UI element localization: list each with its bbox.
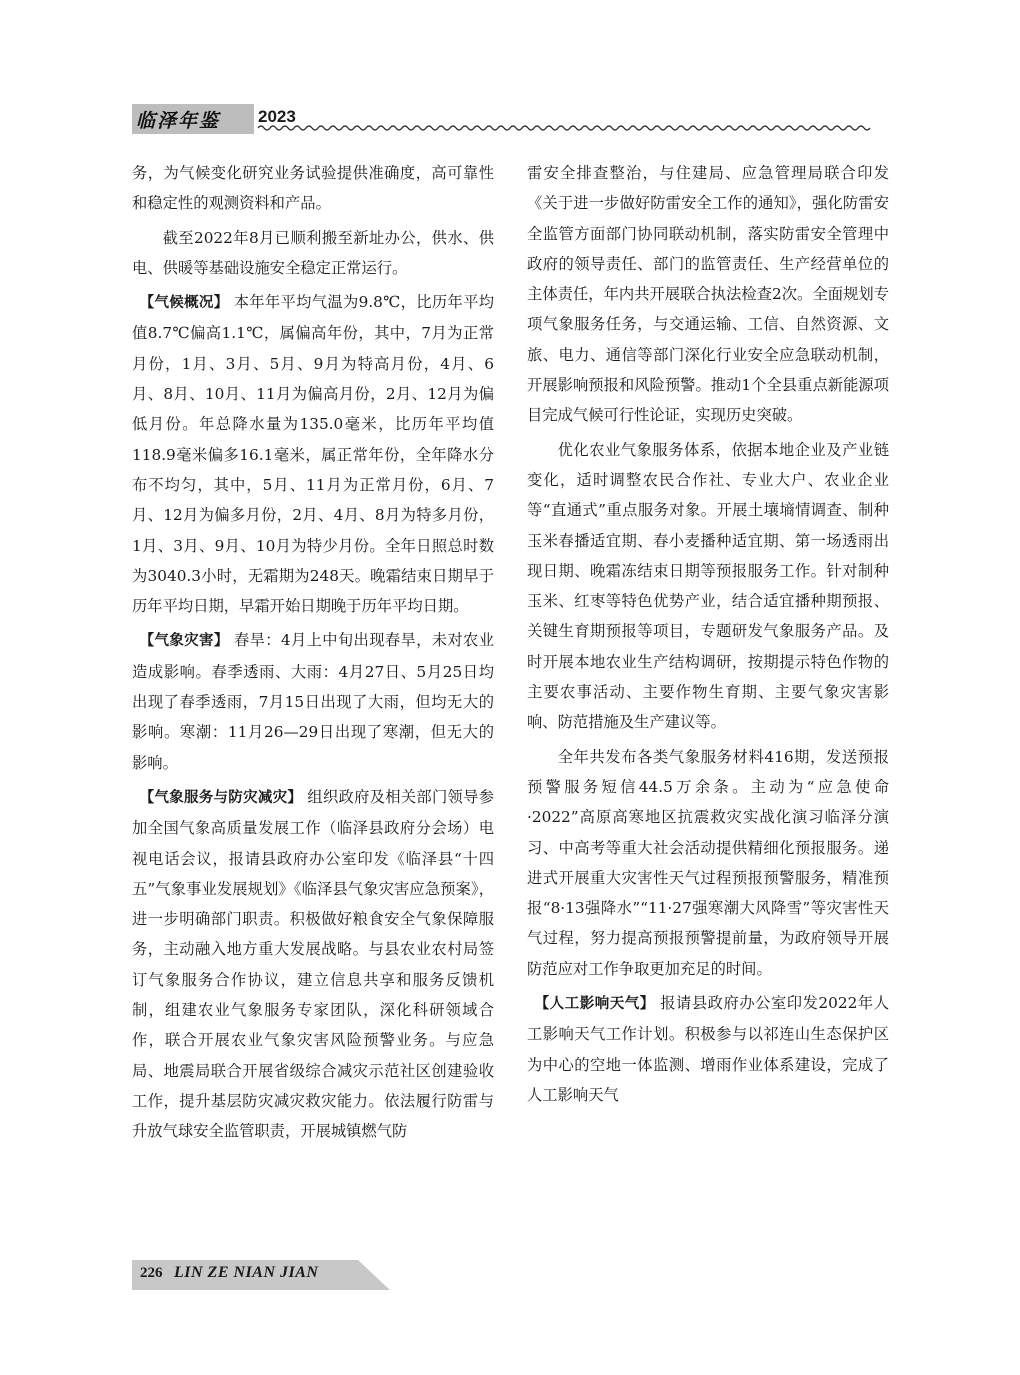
agriculture-service-paragraph: 优化农业气象服务体系，依据本地企业及产业链变化，适时调整农民合作社、专业大户、农业企业等“直通式”重点服务对象。开展土壤墒情调查、制种玉米春播适宜期、春小麦播种适宜期、第一场透雨出现日期、晚霜冻结束日期等预报服务工作。针对制种玉米、红枣等特色优势产业，结合适宜播种期预报、关键生育期预报等项目，专题研发气象服务产品。及时开展本地农业生产结构调研，按期提示特色作物的主要农事活动、主要作物生育期、主要气象灾害影响、防范措施及生产建议等。 bbox=[527, 440, 889, 732]
footer-title: LIN ZE NIAN JIAN bbox=[174, 1264, 319, 1281]
service-section bbox=[132, 782, 494, 1147]
service-heading: 【气象服务与防灾减灾】 bbox=[139, 789, 303, 806]
page-header bbox=[132, 100, 888, 140]
weather-modification-text: 报请县政府办公室印发2022年人工影响天气工作计划。积极参与以祁连山生态保护区为中心的空地一体监测、增雨作业体系建设，完成了人工影响天气 bbox=[527, 994, 889, 1104]
page-number: 226 bbox=[140, 1265, 163, 1281]
right-column bbox=[527, 158, 889, 1114]
climate-heading: 【气候概况】 bbox=[139, 295, 229, 312]
service-text: 组织政府及相关部门领导参加全国气象高质量发展工作（临泽县政府分会场）电视电话会议，报请县政府办公室印发《临泽县“十四五”气象事业发展规划》《临泽县气象灾害应急预案》，进一步明确部门职责。积极做好粮食安全气象保障服务，主动融入地方重大发展战略。与县农业农村局签订气象服务合作协议，建立信息共享和服务反馈机制，组建农业气象服务专家团队，深化科研领域合作，联合开展农业气象灾害风险预警业务。与应急局、地震局联合开展省级综合减灾示范社区创建验收工作，提升基层防灾减灾救灾能力。依法履行防雷与升放气球安全监管职责，开展城镇燃气防 bbox=[132, 787, 495, 1141]
disaster-heading: 【气象灾害】 bbox=[139, 633, 229, 650]
header-wavy-rule bbox=[132, 124, 888, 136]
disaster-text: 春旱：4月上中旬出现春旱，未对农业造成影响。春季透雨、大雨：4月27日、5月25日均出现了春季透雨，7月15日出现了大雨，但均无大的影响。寒潮：11月26—29日出现了寒潮，但无大的影响。 bbox=[132, 631, 495, 772]
climate-text: 本年年平均气温为9.8℃，比历年平均值8.7℃偏高1.1℃，属偏高年份，其中，7月为正常月份，1月、3月、5月、9月为特高月份，4月、6月、8月、10月、11月为偏高月份，2月、12月为偏低月份。年总降水量为135.0毫米，比历年平均值118.9毫米偏多16.1毫米，属正常年份，全年降水分布不均匀，其中，5月、11月为正常月份，6月、7月、12月为偏多月份，2月、4月、8月为特多月份，1月、3月、9月、10月为特少月份。全年日照总时数为3040.3小时，无霜期为248天。晚霜结束日期早于历年平均日期，早霜开始日期晚于历年平均日期。 bbox=[132, 293, 494, 616]
left-paragraph-continued: 务，为气候变化研究业务试验提供准确度，高可靠性和稳定性的观测资料和产品。 bbox=[132, 164, 494, 213]
yearbook-title: 临泽年鉴 bbox=[136, 110, 221, 132]
relocation-paragraph: 截至2022年8月已顺利搬至新址办公，供水、供电、供暖等基础设施安全稳定正常运行。 bbox=[132, 228, 494, 277]
page-footer bbox=[132, 1258, 392, 1292]
forecast-service-paragraph: 全年共发布各类气象服务材料416期，发送预报预警服务短信44.5万余条。主动为“应急使命·2022”高原高寒地区抗震救灾实战化演习临泽分演习、中高考等重大社会活动提供精细化预报服务。递进式开展重大灾害性天气过程预报预警服务，精准预报“8·13强降水”“11·27强寒潮大风降雪”等灾害性天气过程，努力提高预报预警提前量，为政府领导开展防范应对工作争取更加充足的时间。 bbox=[527, 747, 889, 978]
lightning-safety-paragraph: 雷安全排查整治，与住建局、应急管理局联合印发《关于进一步做好防雷安全工作的通知》，强化防雷安全监管方面部门协同联动机制，落实防雷安全管理中政府的领导责任、部门的监管责任、生产经营单位的主体责任，年内共开展联合执法检查2次。全面规划专项气象服务任务，与交通运输、工信、自然资源、文旅、电力、通信等部门深化行业安全应急联动机制，开展影响预报和风险预警。推动1个全县重点新能源项目完成气候可行性论证，实现历史突破。 bbox=[527, 164, 889, 425]
climate-section bbox=[132, 287, 494, 621]
disaster-section bbox=[132, 625, 494, 777]
left-column bbox=[132, 158, 494, 1151]
weather-modification-section bbox=[527, 988, 889, 1110]
weather-modification-heading: 【人工影响天气】 bbox=[534, 996, 655, 1013]
yearbook-year: 2023 bbox=[258, 107, 296, 126]
